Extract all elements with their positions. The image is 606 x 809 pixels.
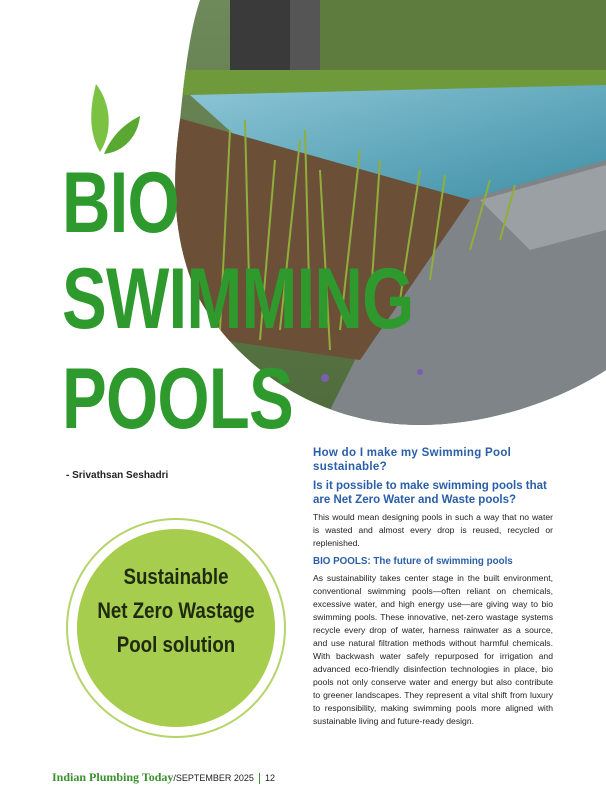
badge-text (92, 560, 260, 662)
title-line-2: SWIMMING (62, 251, 414, 347)
page-number: 12 (264, 773, 275, 783)
title-line-1: BIO (62, 155, 179, 251)
footer-divider (259, 773, 260, 784)
author-byline: - Srivathsan Seshadri (66, 470, 169, 481)
page-footer (52, 770, 275, 785)
badge-line-3: Pool solution (116, 632, 236, 657)
article-paragraph-1: This would mean designing pools in such a way that no water is wasted and almost every drop is reused, recycled or replenished. (313, 512, 553, 548)
magazine-name: Indian Plumbing Today (52, 770, 174, 784)
article-heading-2: Is it possible to make swimming pools that are Net Zero Water and Waste pools? (313, 480, 547, 506)
article-heading-3: BIO POOLS: The future of swimming pools (313, 556, 513, 567)
badge-line-1: Sustainable (123, 564, 229, 589)
leaf-icon (88, 80, 148, 160)
badge-line-2: Net Zero Wastage (97, 598, 255, 623)
article-paragraph-2: As sustainability takes center stage in the built environment, conventional swimming pools—often reliant on chemicals, excessive water, and high energy use—are giving way to bio swimming pools. These innovative, net-zero wastage systems recycle every drop of water, harness rainwater as a source, and use natural filtration methods without harmful chemicals. With backwash water safely repurposed for irrigation and advanced eco-friendly disinfection technologies in place, bio pools not only conserve water and energy but also contribute to greener landscapes. They represent a vital shift from luxury to responsibility, making swimming pools more aligned with sustainable living and future-ready design. (313, 573, 553, 726)
title-line-3: POOLS (62, 351, 293, 447)
article-heading-1: How do I make my Swimming Pool sustainable? (313, 447, 512, 473)
issue-date: /SEPTEMBER 2025 (173, 773, 254, 783)
